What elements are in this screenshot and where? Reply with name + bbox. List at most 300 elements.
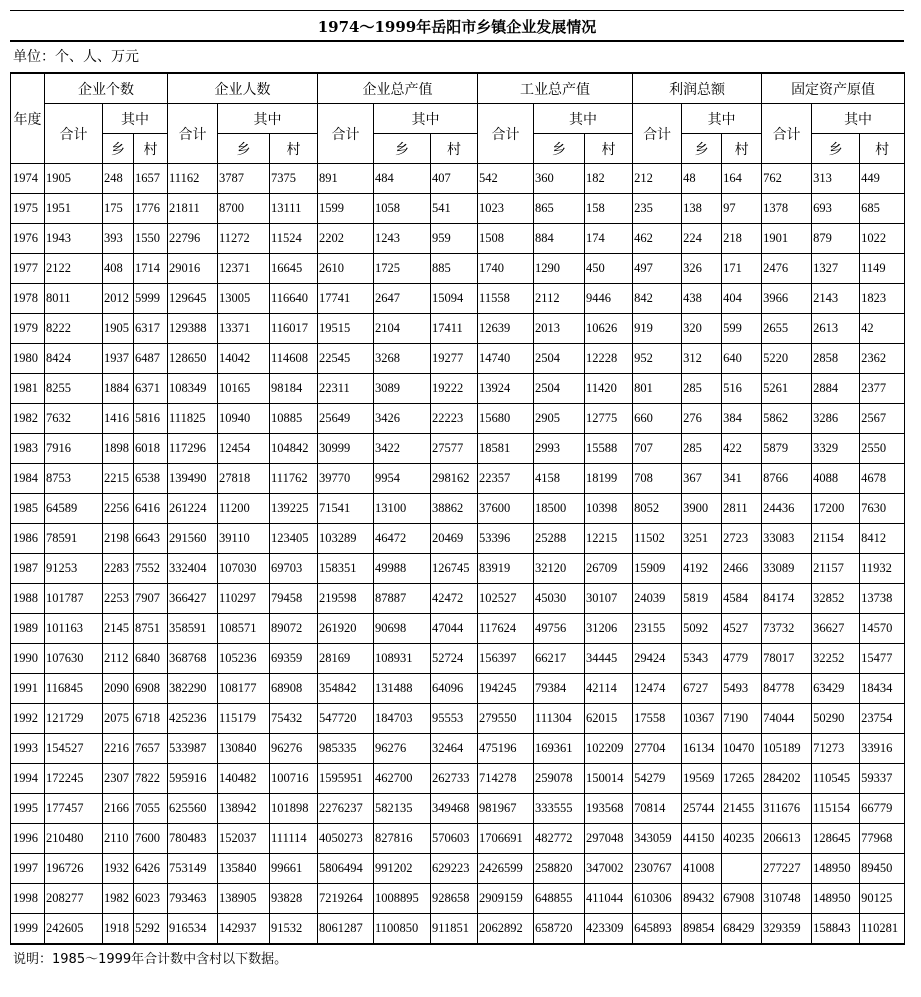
- value-cell: 8412: [860, 524, 905, 554]
- value-cell: 462700: [374, 764, 431, 794]
- value-cell: 17411: [431, 314, 478, 344]
- value-cell: 33916: [860, 734, 905, 764]
- value-cell: 6643: [134, 524, 168, 554]
- year-cell: 1984: [11, 464, 45, 494]
- value-cell: 261224: [168, 494, 218, 524]
- value-cell: 39110: [218, 524, 270, 554]
- value-cell: 928658: [431, 884, 478, 914]
- value-cell: 2905: [534, 404, 585, 434]
- value-cell: 123405: [270, 524, 318, 554]
- value-cell: 148950: [812, 884, 860, 914]
- value-cell: 100716: [270, 764, 318, 794]
- value-cell: 276: [682, 404, 722, 434]
- table-row: [11, 494, 905, 524]
- value-cell: 262733: [431, 764, 478, 794]
- value-cell: 5261: [762, 374, 812, 404]
- value-cell: 1905: [45, 164, 103, 194]
- value-cell: 230767: [633, 854, 682, 884]
- value-cell: 1378: [762, 194, 812, 224]
- value-cell: 19277: [431, 344, 478, 374]
- value-cell: 5092: [682, 614, 722, 644]
- value-cell: 2362: [860, 344, 905, 374]
- value-cell: 184703: [374, 704, 431, 734]
- value-cell: 69703: [270, 554, 318, 584]
- value-cell: 18500: [534, 494, 585, 524]
- value-cell: 708: [633, 464, 682, 494]
- value-cell: 91532: [270, 914, 318, 945]
- value-cell: 11420: [585, 374, 633, 404]
- value-cell: 182: [585, 164, 633, 194]
- value-cell: 422: [722, 434, 762, 464]
- value-cell: 116845: [45, 674, 103, 704]
- value-cell: 4584: [722, 584, 762, 614]
- value-cell: 981967: [478, 794, 534, 824]
- value-cell: 985335: [318, 734, 374, 764]
- value-cell: 2550: [860, 434, 905, 464]
- value-cell: 11200: [218, 494, 270, 524]
- value-cell: 135840: [218, 854, 270, 884]
- value-cell: 258820: [534, 854, 585, 884]
- value-cell: 3787: [218, 164, 270, 194]
- value-cell: 10165: [218, 374, 270, 404]
- value-cell: 22311: [318, 374, 374, 404]
- header-cun: 村: [585, 134, 633, 164]
- value-cell: 194245: [478, 674, 534, 704]
- value-cell: 599: [722, 314, 762, 344]
- value-cell: 259078: [534, 764, 585, 794]
- year-cell: 1978: [11, 284, 45, 314]
- value-cell: 129388: [168, 314, 218, 344]
- year-cell: 1998: [11, 884, 45, 914]
- value-cell: 1022: [860, 224, 905, 254]
- value-cell: 68429: [722, 914, 762, 945]
- value-cell: 25649: [318, 404, 374, 434]
- value-cell: 5862: [762, 404, 812, 434]
- value-cell: 171: [722, 254, 762, 284]
- value-cell: 37600: [478, 494, 534, 524]
- value-cell: 497: [633, 254, 682, 284]
- value-cell: 16134: [682, 734, 722, 764]
- value-cell: 17265: [722, 764, 762, 794]
- header-total: 合计: [168, 104, 218, 164]
- value-cell: 3966: [762, 284, 812, 314]
- header-of-which: 其中: [218, 104, 318, 134]
- value-cell: 111825: [168, 404, 218, 434]
- value-cell: 658720: [534, 914, 585, 945]
- value-cell: 63429: [812, 674, 860, 704]
- value-cell: 83919: [478, 554, 534, 584]
- value-cell: 404: [722, 284, 762, 314]
- year-cell: 1981: [11, 374, 45, 404]
- table-row: [11, 674, 905, 704]
- value-cell: 6371: [134, 374, 168, 404]
- value-cell: 208277: [45, 884, 103, 914]
- value-cell: 753149: [168, 854, 218, 884]
- value-cell: 87887: [374, 584, 431, 614]
- year-cell: 1993: [11, 734, 45, 764]
- value-cell: 7375: [270, 164, 318, 194]
- value-cell: 154527: [45, 734, 103, 764]
- value-cell: 206613: [762, 824, 812, 854]
- value-cell: 450: [585, 254, 633, 284]
- value-cell: 12474: [633, 674, 682, 704]
- value-cell: 24436: [762, 494, 812, 524]
- value-cell: 8222: [45, 314, 103, 344]
- value-cell: 842: [633, 284, 682, 314]
- value-cell: 33083: [762, 524, 812, 554]
- value-cell: 261920: [318, 614, 374, 644]
- value-cell: 108571: [218, 614, 270, 644]
- value-cell: 128650: [168, 344, 218, 374]
- value-cell: 7600: [134, 824, 168, 854]
- table-row: [11, 344, 905, 374]
- value-cell: 44150: [682, 824, 722, 854]
- header-xiang: 乡: [103, 134, 134, 164]
- value-cell: 8424: [45, 344, 103, 374]
- value-cell: 2858: [812, 344, 860, 374]
- value-cell: 349468: [431, 794, 478, 824]
- year-cell: 1974: [11, 164, 45, 194]
- value-cell: 3286: [812, 404, 860, 434]
- value-cell: 595916: [168, 764, 218, 794]
- value-cell: 358591: [168, 614, 218, 644]
- header-total: 合计: [318, 104, 374, 164]
- value-cell: 17741: [318, 284, 374, 314]
- header-xiang: 乡: [534, 134, 585, 164]
- table-row: [11, 584, 905, 614]
- value-cell: 285: [682, 374, 722, 404]
- value-cell: 210480: [45, 824, 103, 854]
- table-row: [11, 404, 905, 434]
- value-cell: 6018: [134, 434, 168, 464]
- value-cell: 991202: [374, 854, 431, 884]
- value-cell: 10367: [682, 704, 722, 734]
- value-cell: 96276: [270, 734, 318, 764]
- value-cell: 516: [722, 374, 762, 404]
- value-cell: 2202: [318, 224, 374, 254]
- value-cell: 343059: [633, 824, 682, 854]
- year-cell: 1996: [11, 824, 45, 854]
- value-cell: 117624: [478, 614, 534, 644]
- value-cell: 11162: [168, 164, 218, 194]
- statistics-table: [10, 72, 905, 945]
- value-cell: 15909: [633, 554, 682, 584]
- value-cell: 89450: [860, 854, 905, 884]
- value-cell: 6023: [134, 884, 168, 914]
- value-cell: 39770: [318, 464, 374, 494]
- value-cell: 284202: [762, 764, 812, 794]
- value-cell: 105189: [762, 734, 812, 764]
- value-cell: 121729: [45, 704, 103, 734]
- year-cell: 1976: [11, 224, 45, 254]
- value-cell: 21157: [812, 554, 860, 584]
- value-cell: 47044: [431, 614, 478, 644]
- value-cell: 911851: [431, 914, 478, 945]
- value-cell: 714278: [478, 764, 534, 794]
- value-cell: 7657: [134, 734, 168, 764]
- value-cell: 12371: [218, 254, 270, 284]
- value-cell: 329359: [762, 914, 812, 945]
- value-cell: 1023: [478, 194, 534, 224]
- value-cell: 780483: [168, 824, 218, 854]
- value-cell: 49988: [374, 554, 431, 584]
- value-cell: 2276237: [318, 794, 374, 824]
- value-cell: 8011: [45, 284, 103, 314]
- value-cell: 2112: [103, 644, 134, 674]
- value-cell: 21154: [812, 524, 860, 554]
- value-cell: 84174: [762, 584, 812, 614]
- value-cell: 13738: [860, 584, 905, 614]
- value-cell: 10940: [218, 404, 270, 434]
- value-cell: 138: [682, 194, 722, 224]
- value-cell: 297048: [585, 824, 633, 854]
- value-cell: 10470: [722, 734, 762, 764]
- value-cell: 6416: [134, 494, 168, 524]
- header-group-total-profit: 利润总额: [633, 73, 762, 104]
- value-cell: 5879: [762, 434, 812, 464]
- value-cell: 62015: [585, 704, 633, 734]
- year-cell: 1989: [11, 614, 45, 644]
- table-row: [11, 194, 905, 224]
- value-cell: 2110: [103, 824, 134, 854]
- value-cell: 101787: [45, 584, 103, 614]
- value-cell: 129645: [168, 284, 218, 314]
- value-cell: 242605: [45, 914, 103, 945]
- value-cell: 77968: [860, 824, 905, 854]
- value-cell: 53396: [478, 524, 534, 554]
- table-row: [11, 224, 905, 254]
- value-cell: 1706691: [478, 824, 534, 854]
- value-cell: 382290: [168, 674, 218, 704]
- value-cell: 78017: [762, 644, 812, 674]
- value-cell: 115154: [812, 794, 860, 824]
- value-cell: 18581: [478, 434, 534, 464]
- value-cell: 172245: [45, 764, 103, 794]
- value-cell: 959: [431, 224, 478, 254]
- value-cell: 8751: [134, 614, 168, 644]
- value-cell: 693: [812, 194, 860, 224]
- year-cell: 1990: [11, 644, 45, 674]
- value-cell: 2811: [722, 494, 762, 524]
- value-cell: 8052: [633, 494, 682, 524]
- value-cell: 5220: [762, 344, 812, 374]
- table-row: [11, 794, 905, 824]
- header-xiang: 乡: [374, 134, 431, 164]
- value-cell: 2112: [534, 284, 585, 314]
- value-cell: 114608: [270, 344, 318, 374]
- value-cell: 2613: [812, 314, 860, 344]
- value-cell: 25288: [534, 524, 585, 554]
- value-cell: 2215: [103, 464, 134, 494]
- value-cell: 4192: [682, 554, 722, 584]
- value-cell: 367: [682, 464, 722, 494]
- value-cell: 15094: [431, 284, 478, 314]
- header-total: 合计: [478, 104, 534, 164]
- value-cell: 793463: [168, 884, 218, 914]
- value-cell: 164: [722, 164, 762, 194]
- value-cell: 7552: [134, 554, 168, 584]
- value-cell: 1905: [103, 314, 134, 344]
- value-cell: 2090: [103, 674, 134, 704]
- value-cell: 645893: [633, 914, 682, 945]
- value-cell: 2466: [722, 554, 762, 584]
- value-cell: 5816: [134, 404, 168, 434]
- value-cell: 50290: [812, 704, 860, 734]
- value-cell: 1943: [45, 224, 103, 254]
- value-cell: 102527: [478, 584, 534, 614]
- value-cell: 32120: [534, 554, 585, 584]
- value-cell: 629223: [431, 854, 478, 884]
- value-cell: 1595951: [318, 764, 374, 794]
- value-cell: 6727: [682, 674, 722, 704]
- value-cell: 108931: [374, 644, 431, 674]
- value-cell: 66217: [534, 644, 585, 674]
- header-total: 合计: [762, 104, 812, 164]
- header-of-which: 其中: [812, 104, 905, 134]
- value-cell: 13111: [270, 194, 318, 224]
- header-of-which: 其中: [682, 104, 762, 134]
- value-cell: 2283: [103, 554, 134, 584]
- value-cell: 11524: [270, 224, 318, 254]
- value-cell: 64096: [431, 674, 478, 704]
- value-cell: 2647: [374, 284, 431, 314]
- year-cell: 1977: [11, 254, 45, 284]
- value-cell: 6718: [134, 704, 168, 734]
- value-cell: 22223: [431, 404, 478, 434]
- value-cell: 20469: [431, 524, 478, 554]
- value-cell: 74044: [762, 704, 812, 734]
- value-cell: 148950: [812, 854, 860, 884]
- value-cell: 2122: [45, 254, 103, 284]
- year-cell: 1975: [11, 194, 45, 224]
- value-cell: 42: [860, 314, 905, 344]
- header-cun: 村: [270, 134, 318, 164]
- value-cell: 89854: [682, 914, 722, 945]
- value-cell: 542: [478, 164, 534, 194]
- value-cell: 23155: [633, 614, 682, 644]
- value-cell: 25744: [682, 794, 722, 824]
- value-cell: 277227: [762, 854, 812, 884]
- value-cell: 46472: [374, 524, 431, 554]
- value-cell: 224: [682, 224, 722, 254]
- value-cell: 6487: [134, 344, 168, 374]
- value-cell: 8753: [45, 464, 103, 494]
- value-cell: 5819: [682, 584, 722, 614]
- value-cell: 411044: [585, 884, 633, 914]
- table-body: [11, 164, 905, 945]
- value-cell: 313: [812, 164, 860, 194]
- value-cell: 52724: [431, 644, 478, 674]
- value-cell: 2476: [762, 254, 812, 284]
- value-cell: 23754: [860, 704, 905, 734]
- value-cell: 107030: [218, 554, 270, 584]
- table-row: [11, 374, 905, 404]
- value-cell: 103289: [318, 524, 374, 554]
- value-cell: 2216: [103, 734, 134, 764]
- value-cell: 131488: [374, 674, 431, 704]
- value-cell: 341: [722, 464, 762, 494]
- value-cell: 1008895: [374, 884, 431, 914]
- value-cell: 827816: [374, 824, 431, 854]
- value-cell: 7916: [45, 434, 103, 464]
- table-row: [11, 554, 905, 584]
- value-cell: 354842: [318, 674, 374, 704]
- value-cell: 26709: [585, 554, 633, 584]
- value-cell: 73732: [762, 614, 812, 644]
- year-cell: 1983: [11, 434, 45, 464]
- value-cell: 104842: [270, 434, 318, 464]
- value-cell: 68908: [270, 674, 318, 704]
- value-cell: 90698: [374, 614, 431, 644]
- table-row: [11, 884, 905, 914]
- year-cell: 1991: [11, 674, 45, 704]
- value-cell: 14042: [218, 344, 270, 374]
- value-cell: 2104: [374, 314, 431, 344]
- value-cell: 98184: [270, 374, 318, 404]
- value-cell: 18199: [585, 464, 633, 494]
- value-cell: 18434: [860, 674, 905, 704]
- value-cell: 93828: [270, 884, 318, 914]
- value-cell: 14740: [478, 344, 534, 374]
- value-cell: 90125: [860, 884, 905, 914]
- value-cell: 219598: [318, 584, 374, 614]
- value-cell: 438: [682, 284, 722, 314]
- value-cell: 115179: [218, 704, 270, 734]
- value-cell: 40235: [722, 824, 762, 854]
- value-cell: 2013: [534, 314, 585, 344]
- value-cell: 1290: [534, 254, 585, 284]
- value-cell: 10626: [585, 314, 633, 344]
- value-cell: 952: [633, 344, 682, 374]
- value-cell: 533987: [168, 734, 218, 764]
- value-cell: 347002: [585, 854, 633, 884]
- year-cell: 1986: [11, 524, 45, 554]
- value-cell: 212: [633, 164, 682, 194]
- value-cell: 1327: [812, 254, 860, 284]
- table-row: [11, 164, 905, 194]
- value-cell: 7219264: [318, 884, 374, 914]
- value-cell: 310748: [762, 884, 812, 914]
- value-cell: 3329: [812, 434, 860, 464]
- value-cell: 1901: [762, 224, 812, 254]
- value-cell: 2909159: [478, 884, 534, 914]
- value-cell: 158: [585, 194, 633, 224]
- value-cell: 12215: [585, 524, 633, 554]
- value-cell: 10885: [270, 404, 318, 434]
- value-cell: 97: [722, 194, 762, 224]
- value-cell: 1884: [103, 374, 134, 404]
- table-row: [11, 734, 905, 764]
- table-row: [11, 914, 905, 945]
- value-cell: 41008: [682, 854, 722, 884]
- value-cell: 15588: [585, 434, 633, 464]
- header-cun: 村: [431, 134, 478, 164]
- value-cell: 2075: [103, 704, 134, 734]
- value-cell: 2377: [860, 374, 905, 404]
- value-cell: 91253: [45, 554, 103, 584]
- table-title: 1974～1999年岳阳市乡镇企业发展情况: [10, 10, 904, 42]
- value-cell: 111114: [270, 824, 318, 854]
- value-cell: 1508: [478, 224, 534, 254]
- value-cell: 7630: [860, 494, 905, 524]
- value-cell: 169361: [534, 734, 585, 764]
- value-cell: 408: [103, 254, 134, 284]
- header-of-which: 其中: [534, 104, 633, 134]
- value-cell: 66779: [860, 794, 905, 824]
- value-cell: 449: [860, 164, 905, 194]
- value-cell: 2567: [860, 404, 905, 434]
- year-cell: 1997: [11, 854, 45, 884]
